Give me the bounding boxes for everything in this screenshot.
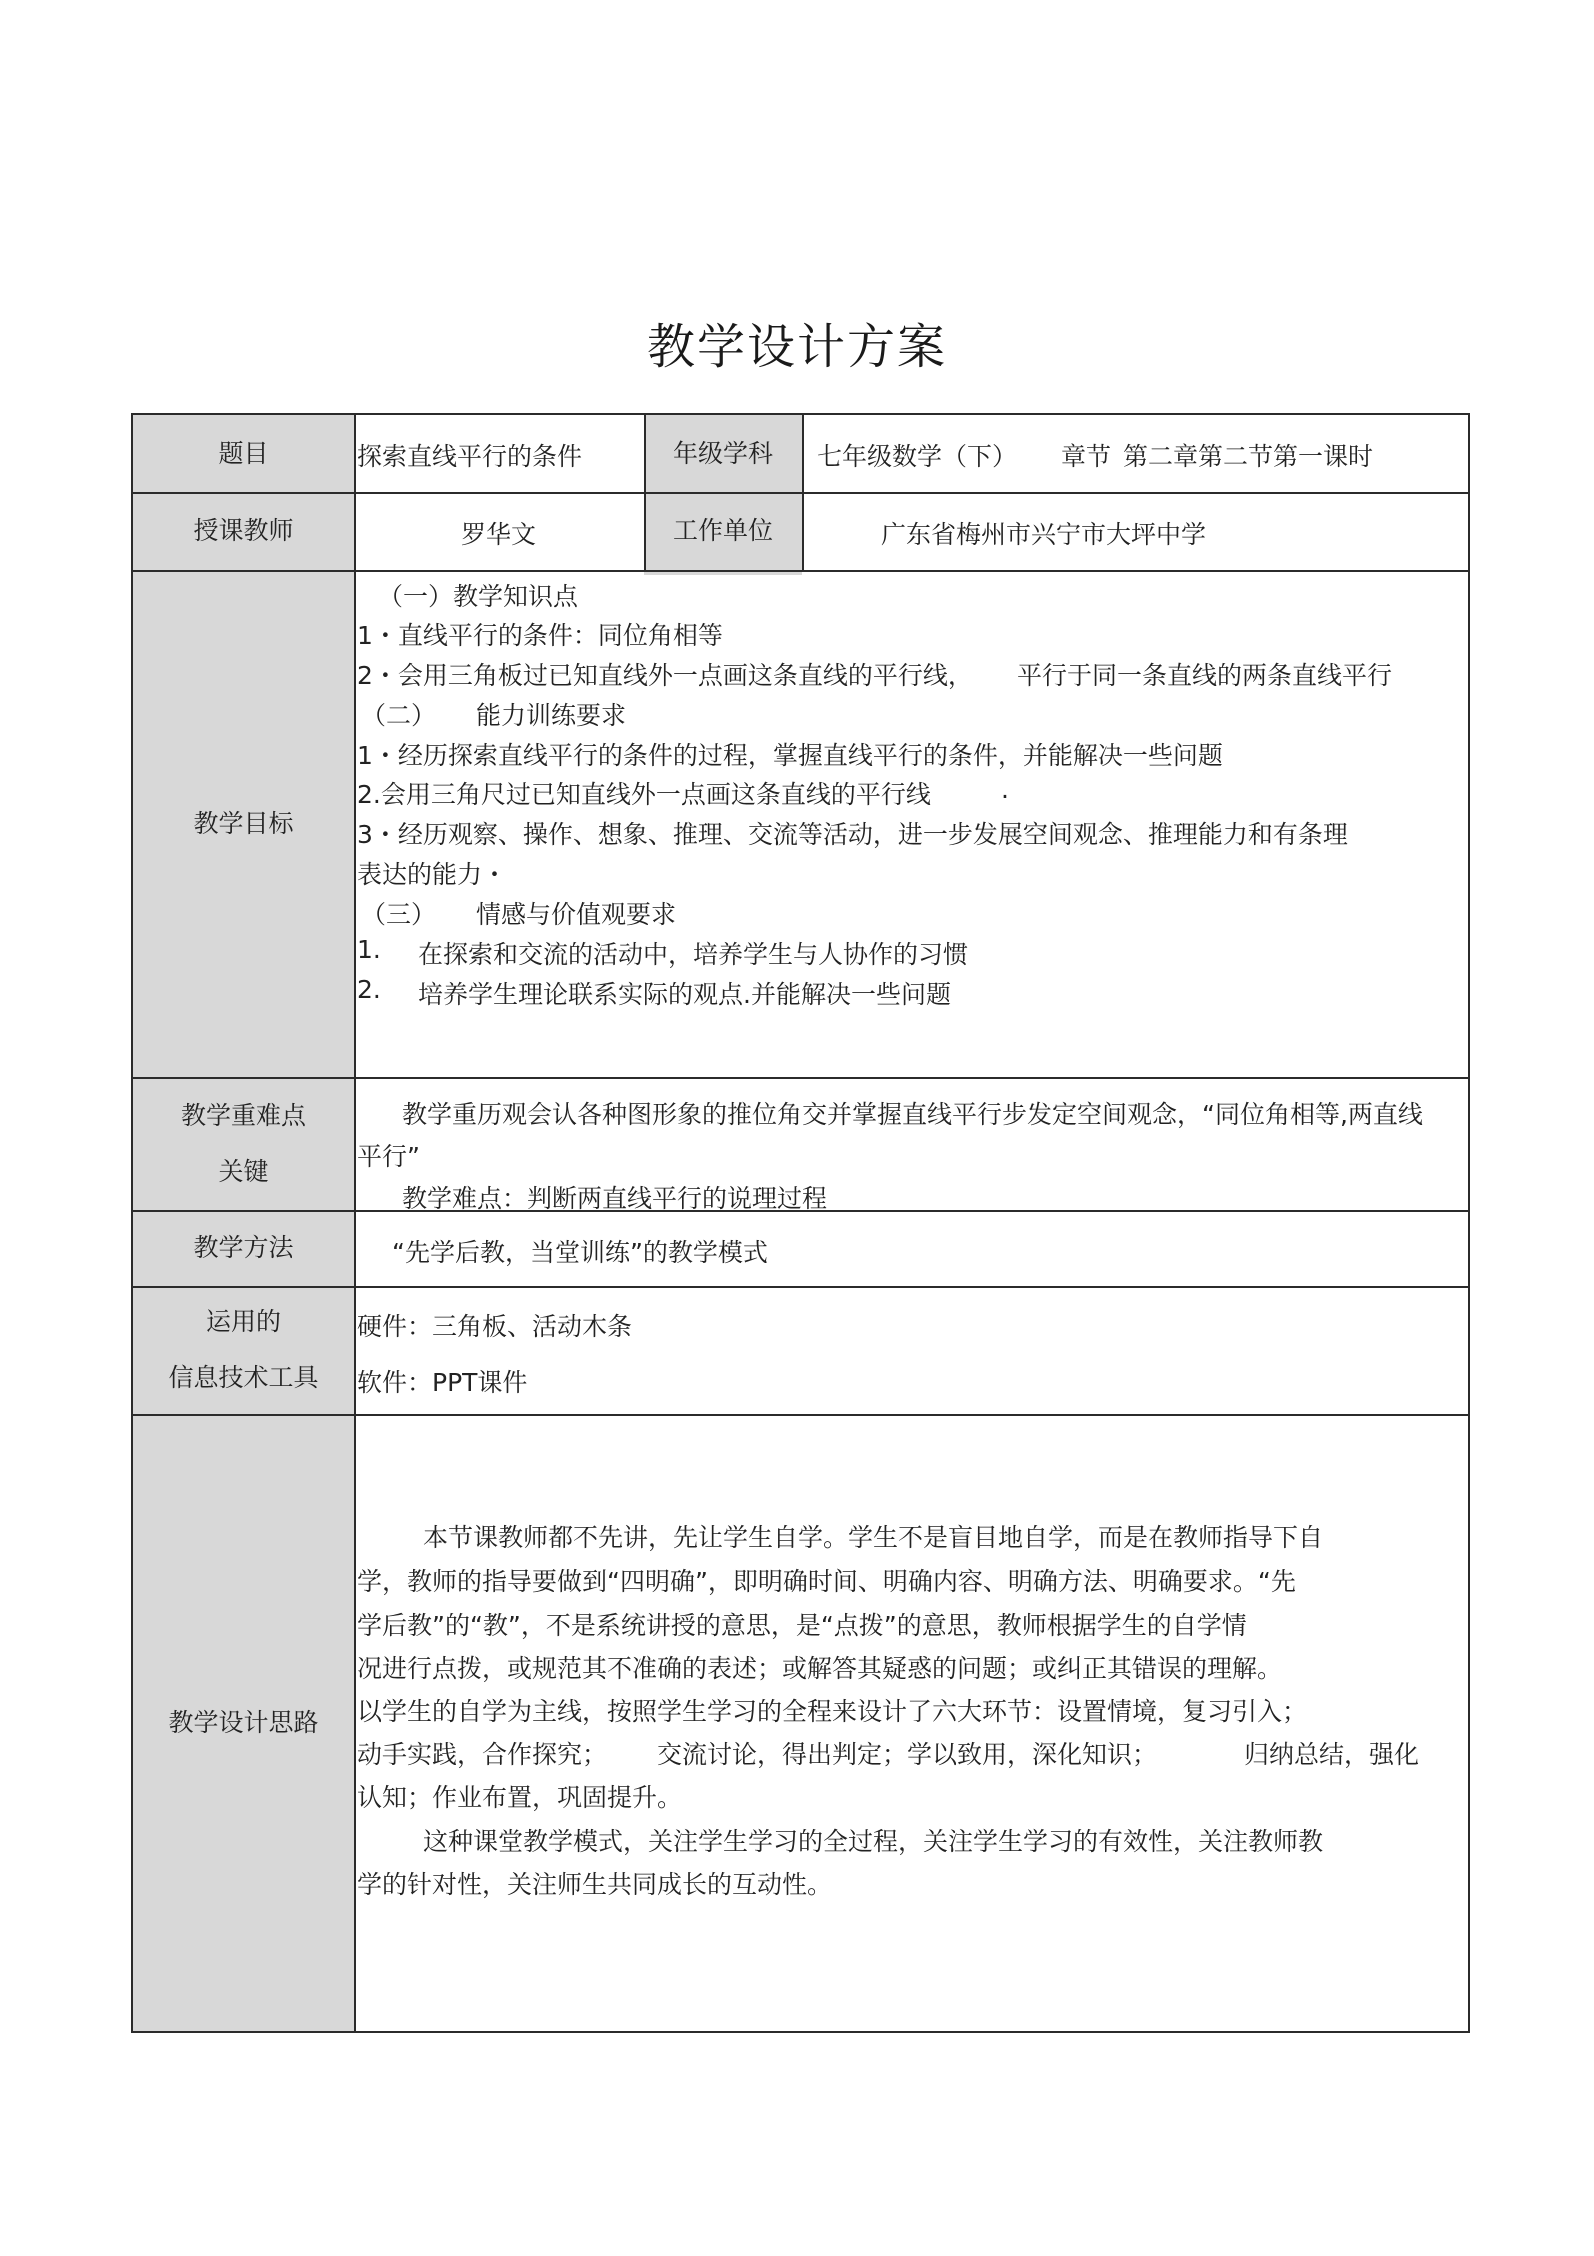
goals-line: 平行于同一条直线的两条直线平行 <box>1017 661 1393 690</box>
design-line: 动手实践，合作探究； <box>357 1740 608 1769</box>
chapter-label: 章节 <box>1061 442 1112 471</box>
goals-line: 2・会用三角板过已知直线外一点画这条直线的平行线， <box>357 661 973 690</box>
goals-line: 能力训练要求 <box>476 701 627 730</box>
key-points-label-1: 教学重难点 <box>180 1100 306 1130</box>
design-line: 本节课教师都不先讲，先让学生自学。学生不是盲目地自学，而是在教师指导下自 <box>423 1523 1324 1552</box>
page-title: 教学设计方案 <box>646 319 947 375</box>
tools-hardware: 硬件：三角板、活动木条 <box>357 1312 633 1341</box>
goals-line: 2. <box>357 975 381 1004</box>
design-line: 这种课堂教学模式，关注学生学习的全过程，关注学生学习的有效性，关注教师教 <box>423 1827 1324 1856</box>
goals-line: 情感与价值观要求 <box>476 900 677 929</box>
design-line: 学后教”的“教”，不是系统讲授的意思，是“点拨”的意思，教师根据学生的自学情 <box>357 1611 1247 1640</box>
key-points-line: 教学重历观会认各种图形象的推位角交并掌握直线平行步发定空间观念，“同位角相等,两直线 <box>402 1100 1423 1129</box>
design-line: 归纳总结，强化 <box>1244 1740 1420 1769</box>
goals-line: 3・经历观察、操作、想象、推理、交流等活动，进一步发展空间观念、推理能力和有条理 <box>357 820 1348 849</box>
column-divider <box>802 415 804 572</box>
topic-label: 题目 <box>218 438 269 468</box>
goals-line: （三） <box>361 900 437 929</box>
method-value: “先学后教，当堂训练”的教学模式 <box>392 1238 768 1267</box>
goals-line: 1・直线平行的条件：同位角相等 <box>357 621 723 650</box>
design-line: 况进行点拨，或规范其不准确的表述；或解答其疑惑的问题；或纠正其错误的理解。 <box>357 1654 1283 1683</box>
grade-label: 年级学科 <box>672 438 773 468</box>
method-label: 教学方法 <box>193 1233 294 1262</box>
teacher-value: 罗华文 <box>461 520 537 549</box>
design-line: 学的针对性，关注师生共同成长的互动性。 <box>357 1870 833 1899</box>
column-divider <box>354 415 356 2031</box>
key-points-line: 平行” <box>357 1142 420 1171</box>
design-line: 认知；作业布置，巩固提升。 <box>357 1783 683 1812</box>
goals-line: （一）教学知识点 <box>378 582 579 611</box>
design-line: 学，教师的指导要做到“四明确”，即明确时间、明确内容、明确方法、明确要求。“先 <box>357 1567 1296 1596</box>
unit-label: 工作单位 <box>672 516 773 545</box>
teacher-label: 授课教师 <box>193 516 294 545</box>
design-line: 以学生的自学为主线，按照学生学习的全程来设计了六大环节：设置情境，复习引入； <box>357 1697 1308 1726</box>
goals-line: 表达的能力・ <box>357 860 508 889</box>
tools-label-2: 信息技术工具 <box>168 1363 319 1392</box>
goals-line: 在探索和交流的活动中，培养学生与人协作的习惯 <box>418 940 969 969</box>
goals-line: 培养学生理论联系实际的观点.并能解决一些问题 <box>418 980 951 1009</box>
lesson-plan-table <box>131 413 1470 2033</box>
tools-label <box>133 1286 354 1414</box>
topic-value: 探索直线平行的条件 <box>357 442 583 471</box>
goals-line: （二） <box>361 701 437 730</box>
design-label: 教学设计思路 <box>168 1707 319 1737</box>
tools-label-1: 运用的 <box>205 1307 281 1336</box>
tools-software: 软件：PPT课件 <box>357 1368 528 1397</box>
goals-line: 2.会用三角尺过已知直线外一点画这条直线的平行线 <box>357 780 931 809</box>
unit-value: 广东省梅州市兴宁市大坪中学 <box>881 520 1207 549</box>
goals-line: 1. <box>357 935 381 964</box>
key-points-label-2: 关键 <box>218 1156 269 1186</box>
grade-value: 七年级数学（下） <box>817 442 1018 471</box>
key-points-label <box>133 1077 354 1210</box>
design-line: 交流讨论，得出判定；学以致用，深化知识； <box>657 1740 1158 1769</box>
goals-line: 1・经历探索直线平行的条件的过程，掌握直线平行的条件，并能解决一些问题 <box>357 741 1223 770</box>
goals-label: 教学目标 <box>193 808 294 838</box>
goals-line: . <box>1001 775 1009 804</box>
key-points-line: 教学难点：判断两直线平行的说理过程 <box>402 1184 828 1213</box>
chapter-value: 第二章第二节第一课时 <box>1123 442 1374 471</box>
